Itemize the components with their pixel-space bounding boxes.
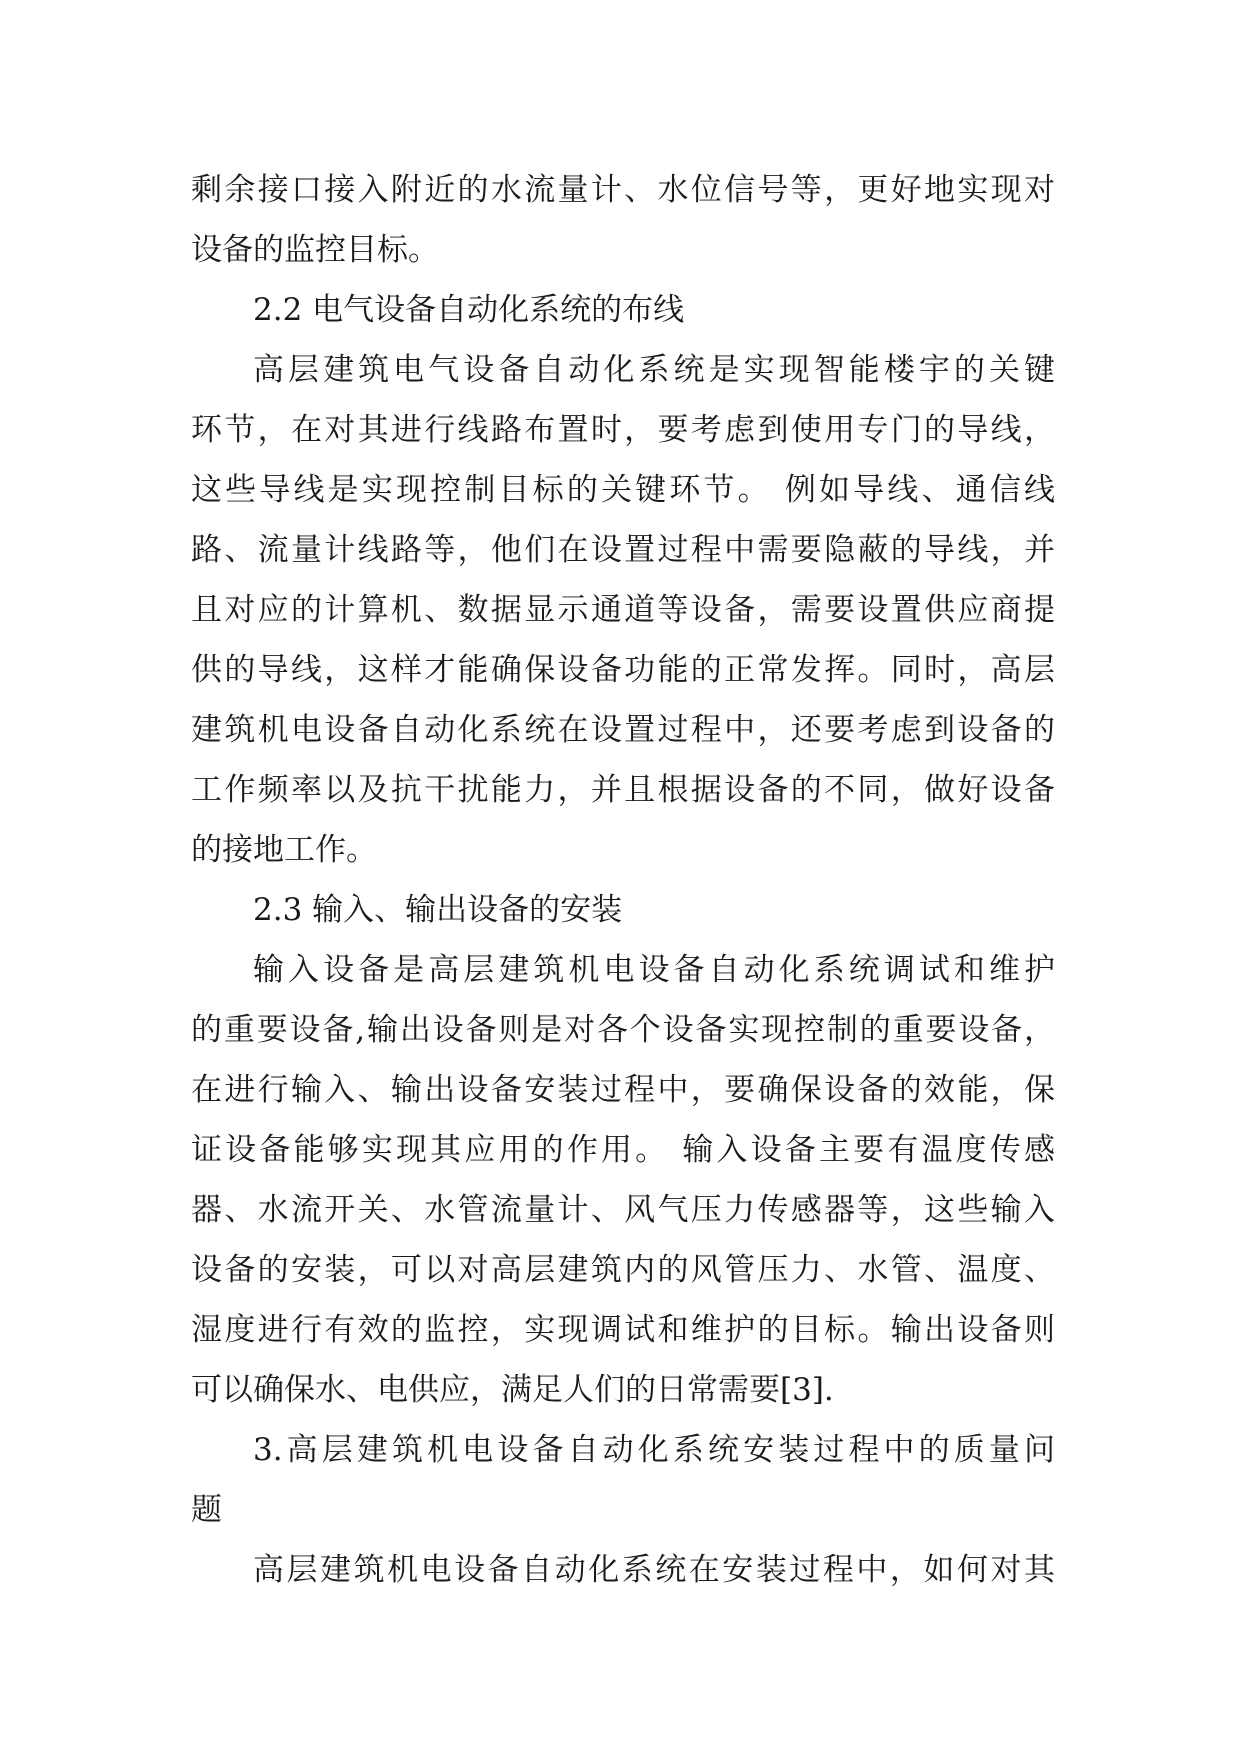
text-line: 建筑机电设备自动化系统在设置过程中，还要考虑到设备的 bbox=[191, 712, 1055, 748]
text-line: 设备的监控目标。 bbox=[191, 232, 439, 268]
text-line: 且对应的计算机、数据显示通道等设备，需要设置供应商提 bbox=[191, 592, 1055, 628]
paragraph-first-line: 高层建筑机电设备自动化系统在安装过程中，如何对其 bbox=[253, 1552, 1055, 1588]
text-line: 这些导线是实现控制目标的关键环节。 例如导线、通信线 bbox=[191, 472, 1055, 508]
paragraph-first-line: 输入设备是高层建筑机电设备自动化系统调试和维护 bbox=[253, 952, 1055, 988]
text-line: 可以确保水、电供应，满足人们的日常需要[3]. bbox=[191, 1372, 834, 1408]
paragraph-first-line: 高层建筑电气设备自动化系统是实现智能楼宇的关键 bbox=[253, 352, 1055, 388]
document-page bbox=[191, 160, 1055, 1600]
section-heading: 2.3 输入、输出设备的安装 bbox=[253, 892, 623, 928]
text-line: 湿度进行有效的监控，实现调试和维护的目标。输出设备则 bbox=[191, 1312, 1055, 1348]
text-line: 的接地工作。 bbox=[191, 832, 377, 868]
text-line: 剩余接口接入附近的水流量计、水位信号等，更好地实现对 bbox=[191, 172, 1055, 208]
section-heading: 3.高层建筑机电设备自动化系统安装过程中的质量问 bbox=[253, 1432, 1055, 1468]
text-line: 供的导线，这样才能确保设备功能的正常发挥。同时，高层 bbox=[191, 652, 1055, 688]
section-heading: 2.2 电气设备自动化系统的布线 bbox=[253, 292, 685, 328]
text-line: 路、流量计线路等，他们在设置过程中需要隐蔽的导线，并 bbox=[191, 532, 1055, 568]
text-line: 工作频率以及抗干扰能力，并且根据设备的不同，做好设备 bbox=[191, 772, 1055, 808]
text-line: 器、水流开关、水管流量计、风气压力传感器等，这些输入 bbox=[191, 1192, 1055, 1228]
text-line: 设备的安装，可以对高层建筑内的风管压力、水管、温度、 bbox=[191, 1252, 1055, 1288]
text-line: 证设备能够实现其应用的作用。 输入设备主要有温度传感 bbox=[191, 1132, 1055, 1168]
text-line: 在进行输入、输出设备安装过程中，要确保设备的效能，保 bbox=[191, 1072, 1055, 1108]
text-line: 的重要设备,输出设备则是对各个设备实现控制的重要设备， bbox=[191, 1012, 1055, 1048]
text-line: 题 bbox=[191, 1492, 222, 1528]
text-line: 环节，在对其进行线路布置时，要考虑到使用专门的导线， bbox=[191, 412, 1055, 448]
